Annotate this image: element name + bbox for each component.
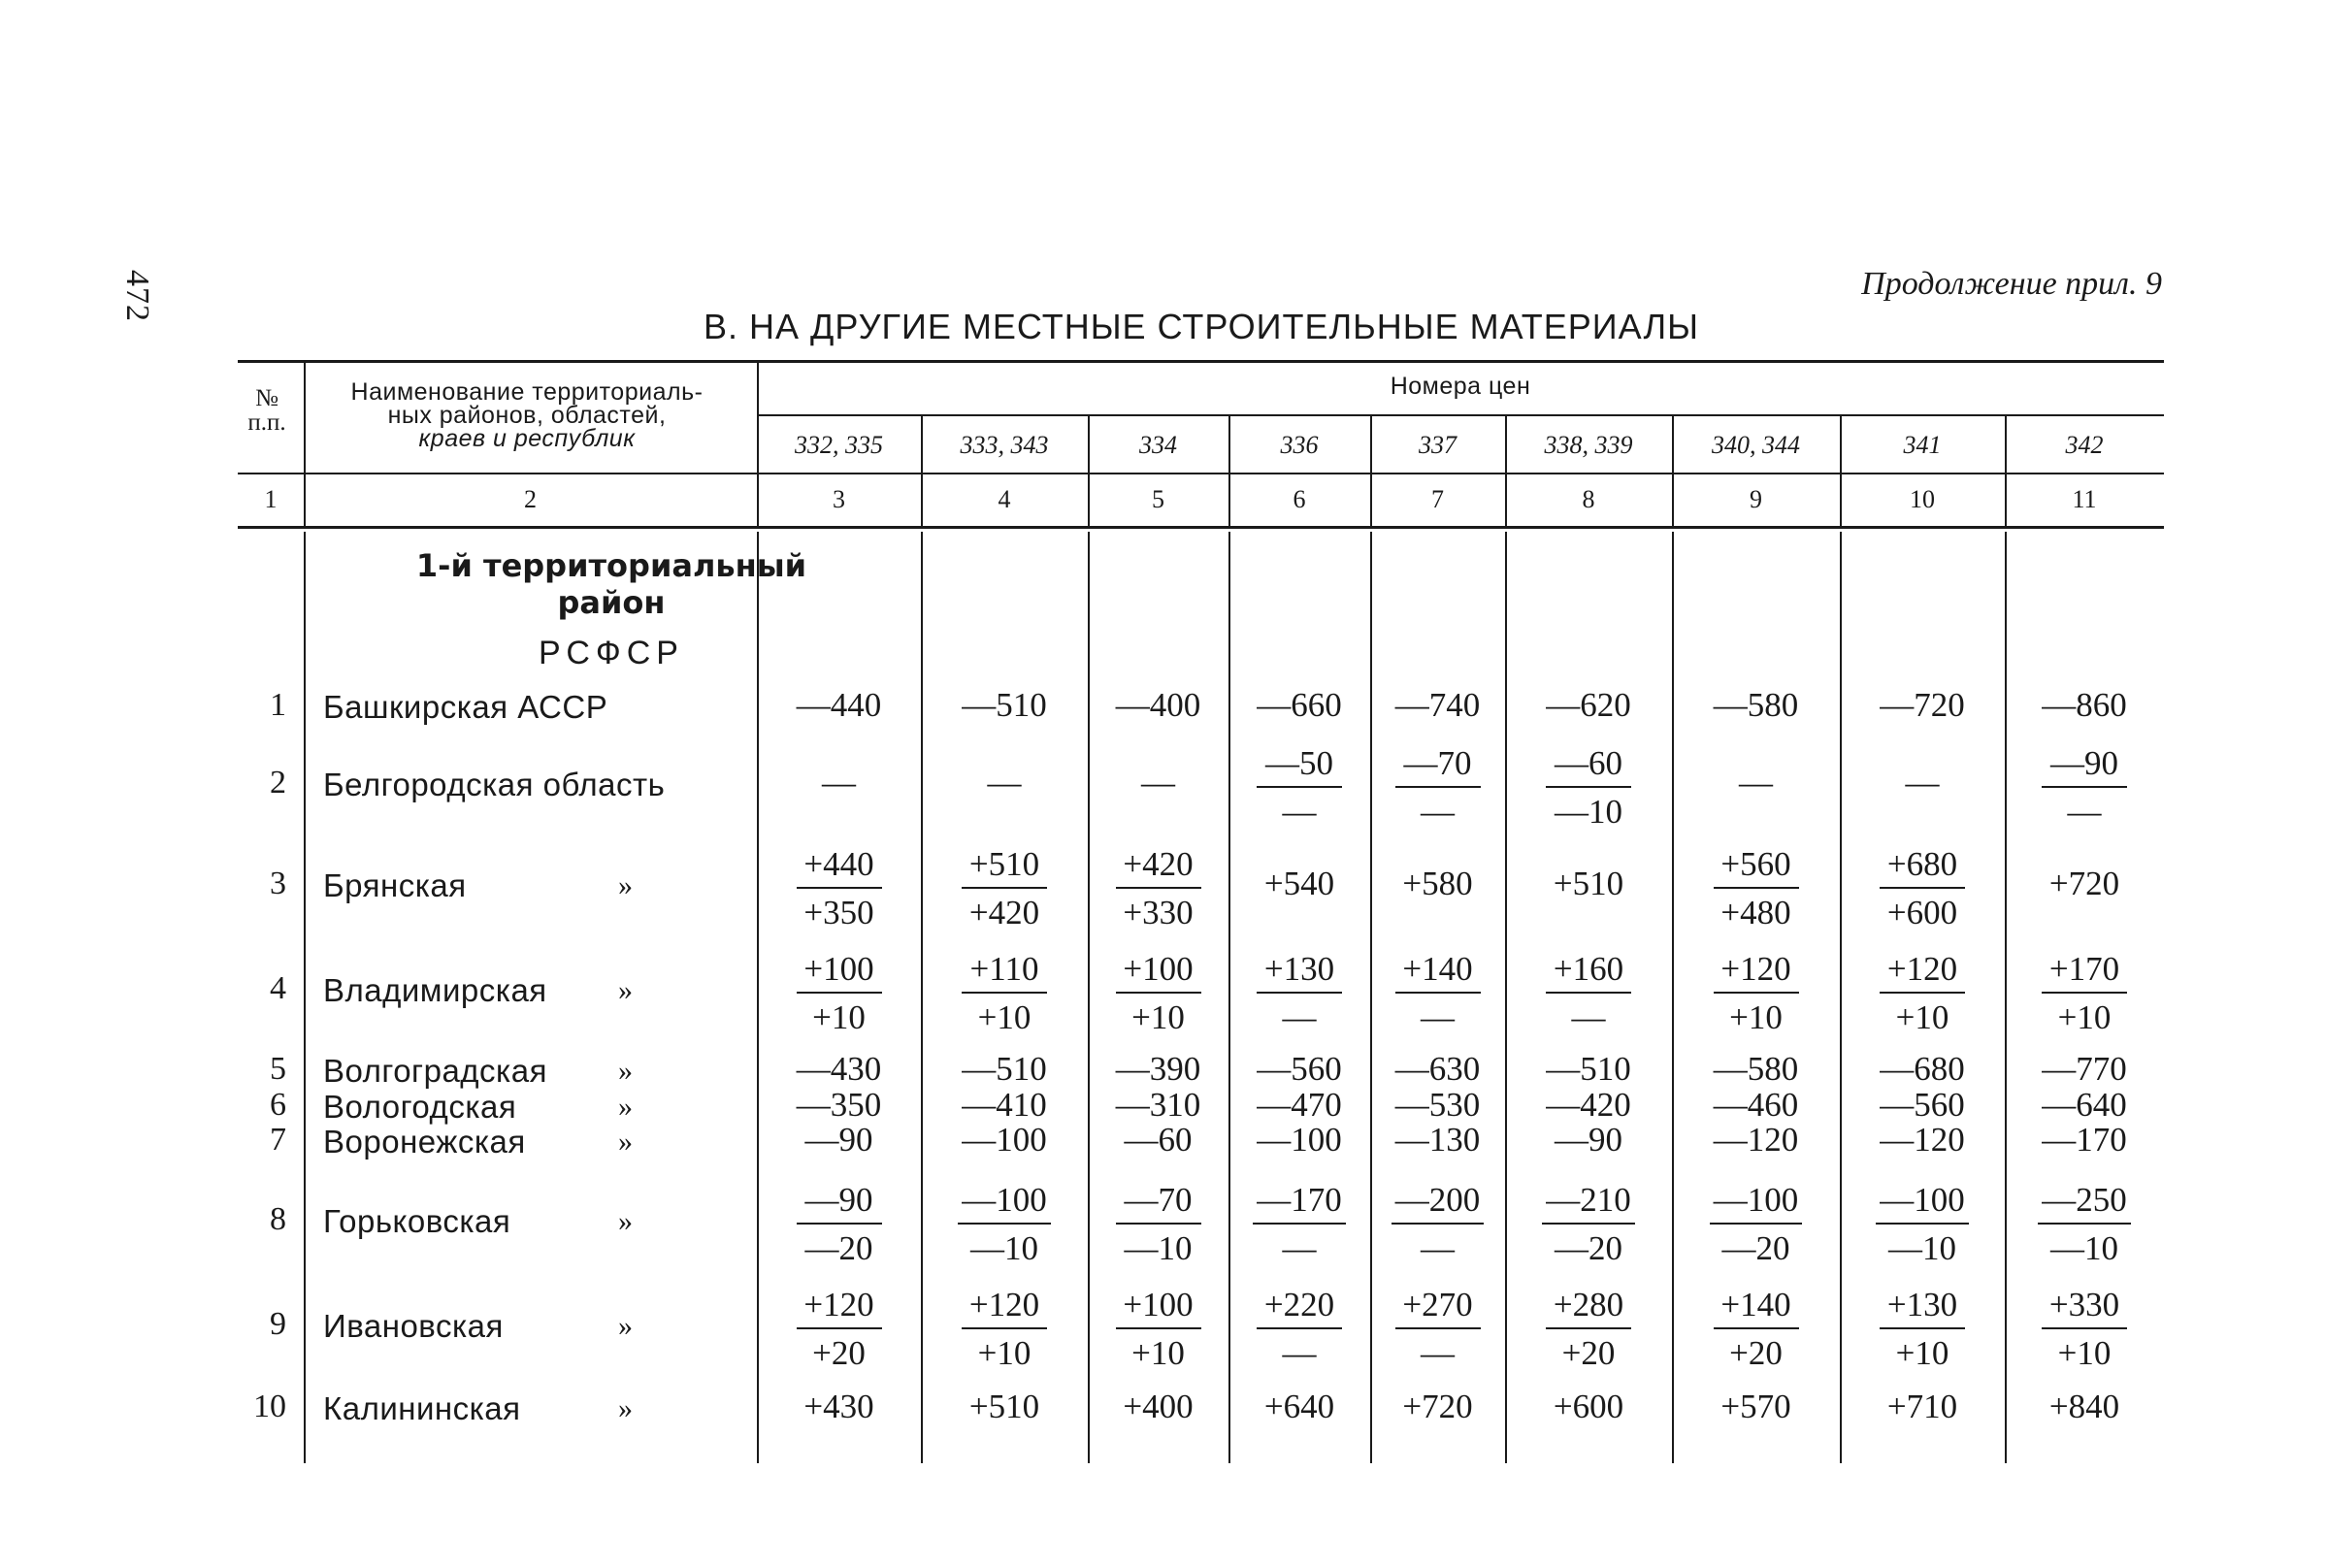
price-col-header: 337 xyxy=(1419,431,1457,459)
price-cell: —120 xyxy=(1880,1121,1965,1159)
price-cell: —90 xyxy=(1555,1121,1622,1159)
no-label: № xyxy=(255,385,278,411)
fraction xyxy=(1676,1182,1836,1267)
ditto-mark: » xyxy=(618,1205,633,1237)
price-cell xyxy=(1092,1287,1225,1372)
column-index: 3 xyxy=(833,485,845,513)
fraction-numerator: —70 xyxy=(1395,745,1481,788)
price-col-header: 333, 343 xyxy=(960,431,1049,459)
fraction-numerator: +130 xyxy=(1880,1287,1965,1329)
region-name: Башкирская АССР xyxy=(323,689,608,725)
fraction-denominator: +10 xyxy=(2057,1334,2112,1372)
district-heading-line2: район xyxy=(557,584,666,621)
column-index: 10 xyxy=(1910,485,1935,513)
ditto-mark: » xyxy=(618,1126,633,1158)
fraction-numerator: —170 xyxy=(1253,1182,1346,1225)
fraction xyxy=(1676,1287,1836,1372)
price-col-header: 341 xyxy=(1903,431,1942,459)
index-rule xyxy=(238,526,2164,529)
fraction xyxy=(761,951,917,1036)
price-cell: +600 xyxy=(1553,1388,1624,1425)
price-col-header: 332, 335 xyxy=(795,431,883,459)
fraction-numerator: +100 xyxy=(797,951,882,994)
ditto-mark: » xyxy=(618,974,633,1006)
republic-heading: РСФСР xyxy=(539,635,684,671)
price-cell: —560 xyxy=(1257,1050,1342,1088)
price-cell: — xyxy=(1905,764,1940,801)
price-cell: —430 xyxy=(796,1050,882,1088)
price-cell xyxy=(1676,1287,1836,1372)
fraction-numerator: +510 xyxy=(962,846,1047,889)
price-cell: —90 xyxy=(804,1121,873,1159)
fraction xyxy=(1232,1287,1366,1372)
fraction xyxy=(1374,951,1501,1036)
price-cell: +510 xyxy=(968,1388,1040,1425)
price-cell: —580 xyxy=(1713,1050,1799,1088)
column-index: 2 xyxy=(524,485,537,513)
fraction xyxy=(1844,951,2001,1036)
fraction-numerator: +100 xyxy=(1116,1287,1201,1329)
price-cell xyxy=(925,951,1084,1036)
fraction-numerator: +330 xyxy=(2042,1287,2127,1329)
fraction-denominator: +10 xyxy=(2057,998,2112,1036)
fraction xyxy=(1092,1287,1225,1372)
price-cell xyxy=(2009,1287,2160,1372)
fraction xyxy=(2009,1182,2160,1267)
row-number: 4 xyxy=(270,970,286,1006)
price-cell: —510 xyxy=(1546,1050,1631,1088)
fraction-numerator: +140 xyxy=(1714,1287,1799,1329)
fraction-denominator: —10 xyxy=(2050,1229,2118,1267)
price-cell xyxy=(2009,745,2160,831)
fraction-denominator: —10 xyxy=(970,1229,1038,1267)
row-number: 2 xyxy=(270,765,286,800)
price-cell xyxy=(1676,1182,1836,1267)
fraction xyxy=(761,1287,917,1372)
price-col-header: 334 xyxy=(1139,431,1177,459)
fraction-denominator: +10 xyxy=(1729,998,1783,1036)
region-name: Владимирская xyxy=(323,972,547,1008)
region-name: Волгоградская xyxy=(323,1053,547,1089)
page-number: 472 xyxy=(119,270,155,322)
price-cell xyxy=(1844,951,2001,1036)
row-number: 6 xyxy=(270,1087,286,1123)
fraction-denominator: +20 xyxy=(1729,1334,1783,1372)
column-index: 8 xyxy=(1582,485,1595,513)
fraction xyxy=(1509,745,1668,831)
fraction xyxy=(1092,846,1225,931)
fraction-numerator: —70 xyxy=(1116,1182,1201,1225)
fraction xyxy=(1509,1182,1668,1267)
fraction-numerator: —90 xyxy=(2042,745,2127,788)
fraction-denominator: +10 xyxy=(1895,998,1949,1036)
region-name: Горьковская xyxy=(323,1203,511,1239)
price-cell: +580 xyxy=(1402,865,1473,902)
fraction xyxy=(2009,951,2160,1036)
price-cell: +400 xyxy=(1123,1388,1194,1425)
fraction-numerator: —200 xyxy=(1392,1182,1485,1225)
fraction-numerator: +120 xyxy=(1880,951,1965,994)
price-cell: +640 xyxy=(1263,1388,1335,1425)
row-number: 10 xyxy=(253,1388,286,1424)
price-cell: —630 xyxy=(1394,1050,1481,1088)
fraction-denominator: — xyxy=(1571,998,1606,1036)
fraction-numerator: —100 xyxy=(958,1182,1051,1225)
price-numbers-header: Номера цен xyxy=(1390,373,1531,400)
row-number: 1 xyxy=(270,687,286,723)
fraction-numerator: +120 xyxy=(797,1287,882,1329)
col-divider xyxy=(1505,532,1507,1463)
column-index: 7 xyxy=(1431,485,1444,513)
price-cell xyxy=(1092,951,1225,1036)
price-cell xyxy=(1509,745,1668,831)
fraction-denominator: —10 xyxy=(1555,793,1622,831)
fraction xyxy=(925,951,1084,1036)
column-index: 6 xyxy=(1293,485,1306,513)
fraction-denominator: —20 xyxy=(1555,1229,1622,1267)
table-top-rule xyxy=(238,360,2164,363)
column-index: 5 xyxy=(1152,485,1164,513)
row-number: 9 xyxy=(270,1306,286,1342)
fraction-denominator: +330 xyxy=(1123,894,1194,931)
price-cell: —620 xyxy=(1546,686,1631,724)
price-cell: —640 xyxy=(2042,1086,2127,1124)
continuation-label: Продолжение прил. 9 xyxy=(1861,266,2162,302)
fraction-numerator: +120 xyxy=(1714,951,1799,994)
name-header-line3: краев и республик xyxy=(418,425,636,452)
price-cell xyxy=(1509,1182,1668,1267)
fraction xyxy=(925,1182,1084,1267)
price-col-header: 342 xyxy=(2065,431,2104,459)
fraction-numerator: +130 xyxy=(1257,951,1342,994)
fraction xyxy=(1676,846,1836,931)
price-header-rule xyxy=(757,414,2164,416)
fraction-numerator: +270 xyxy=(1395,1287,1481,1329)
fraction-denominator: +10 xyxy=(1131,998,1185,1036)
price-cell xyxy=(1232,745,1366,831)
price-cell xyxy=(761,951,917,1036)
price-cell xyxy=(1092,1182,1225,1267)
fraction xyxy=(1232,951,1366,1036)
district-heading xyxy=(296,547,927,621)
column-index: 9 xyxy=(1750,485,1762,513)
fraction xyxy=(1374,745,1501,831)
fraction xyxy=(761,1182,917,1267)
price-cell xyxy=(1374,745,1501,831)
price-cell: —410 xyxy=(962,1086,1047,1124)
ditto-mark: » xyxy=(618,869,633,901)
price-cell: —60 xyxy=(1124,1121,1193,1159)
fraction xyxy=(1374,1182,1501,1267)
fraction-denominator: +10 xyxy=(812,998,866,1036)
fraction xyxy=(1232,1182,1366,1267)
price-cell xyxy=(1844,1287,2001,1372)
fraction-numerator: +140 xyxy=(1395,951,1481,994)
price-cell: —720 xyxy=(1880,686,1965,724)
fraction-denominator: — xyxy=(1421,1334,1455,1372)
fraction-numerator: +420 xyxy=(1116,846,1201,889)
price-cell: —510 xyxy=(962,1050,1047,1088)
fraction-denominator: —20 xyxy=(1721,1229,1790,1267)
price-col-header: 338, 339 xyxy=(1544,431,1633,459)
fraction-numerator: —90 xyxy=(797,1182,882,1225)
fraction-denominator: —10 xyxy=(1124,1229,1193,1267)
col-divider xyxy=(1370,532,1372,1463)
price-cell: —460 xyxy=(1713,1086,1799,1124)
fraction-denominator: — xyxy=(2067,793,2102,831)
price-cell: —660 xyxy=(1257,686,1342,724)
price-cell: +430 xyxy=(803,1388,874,1425)
fraction-denominator: — xyxy=(1282,1229,1317,1267)
fraction xyxy=(1509,951,1668,1036)
fraction xyxy=(761,846,917,931)
ditto-mark: » xyxy=(618,1055,633,1087)
fraction-numerator: +560 xyxy=(1714,846,1799,889)
price-cell: —560 xyxy=(1880,1086,1965,1124)
fraction xyxy=(2009,745,2160,831)
fraction-numerator: +170 xyxy=(2042,951,2127,994)
price-cell xyxy=(1232,1182,1366,1267)
fraction-numerator: +100 xyxy=(1116,951,1201,994)
fraction-numerator: +440 xyxy=(797,846,882,889)
fraction-denominator: — xyxy=(1282,998,1317,1036)
fraction-numerator: +160 xyxy=(1546,951,1631,994)
price-cell: +840 xyxy=(2048,1388,2120,1425)
price-table xyxy=(238,357,2164,1463)
name-header-line1: Наименование территориаль- xyxy=(350,378,704,406)
price-cell: — xyxy=(1739,764,1773,801)
price-cell xyxy=(761,1287,917,1372)
price-cell xyxy=(1374,1287,1501,1372)
fraction-numerator: +220 xyxy=(1257,1287,1342,1329)
col-divider xyxy=(1840,532,1842,1463)
price-cell: +510 xyxy=(1553,865,1624,902)
fraction-denominator: +10 xyxy=(1895,1334,1949,1372)
price-cell: — xyxy=(822,764,856,801)
col-divider xyxy=(2005,532,2007,1463)
price-cell xyxy=(2009,951,2160,1036)
name-header xyxy=(304,380,750,450)
fraction-denominator: +10 xyxy=(977,998,1032,1036)
fraction xyxy=(1232,745,1366,831)
no-header xyxy=(238,386,296,435)
fraction-denominator: +20 xyxy=(812,1334,866,1372)
price-cell: —510 xyxy=(962,686,1047,724)
price-cell: — xyxy=(1141,764,1175,801)
column-index: 4 xyxy=(998,485,1011,513)
fraction xyxy=(1676,951,1836,1036)
row-number: 7 xyxy=(270,1122,286,1158)
fraction-denominator: +480 xyxy=(1720,894,1791,931)
fraction xyxy=(1092,1182,1225,1267)
price-cell: —860 xyxy=(2042,686,2127,724)
fraction-denominator: —10 xyxy=(1888,1229,1956,1267)
fraction-denominator: +10 xyxy=(977,1334,1032,1372)
price-cell: —530 xyxy=(1394,1086,1481,1124)
fraction-numerator: +680 xyxy=(1880,846,1965,889)
price-cell xyxy=(925,1182,1084,1267)
price-cell: +710 xyxy=(1886,1388,1958,1425)
fraction xyxy=(1374,1287,1501,1372)
fraction xyxy=(2009,1287,2160,1372)
region-name: Брянская xyxy=(323,867,467,903)
price-cell: —100 xyxy=(1257,1121,1342,1159)
price-cell: +720 xyxy=(1402,1388,1473,1425)
header-rule xyxy=(238,473,2164,474)
ditto-mark: » xyxy=(618,1091,633,1123)
fraction xyxy=(1509,1287,1668,1372)
row-number: 3 xyxy=(270,866,286,901)
price-cell xyxy=(1676,846,1836,931)
price-cell: —770 xyxy=(2042,1050,2127,1088)
fraction-numerator: +110 xyxy=(962,951,1047,994)
region-name: Ивановская xyxy=(323,1308,504,1344)
price-cell xyxy=(1509,1287,1668,1372)
price-cell: —390 xyxy=(1115,1050,1201,1088)
price-cell xyxy=(761,1182,917,1267)
fraction-denominator: — xyxy=(1421,793,1455,831)
table-title: В. НА ДРУГИЕ МЕСТНЫЕ СТРОИТЕЛЬНЫЕ МАТЕРИАЛЫ xyxy=(704,307,1699,346)
fraction xyxy=(925,1287,1084,1372)
fraction-numerator: +120 xyxy=(962,1287,1047,1329)
price-cell xyxy=(1676,951,1836,1036)
ditto-mark: » xyxy=(618,1392,633,1424)
price-cell xyxy=(1374,951,1501,1036)
ditto-mark: » xyxy=(618,1310,633,1342)
price-cell xyxy=(1844,1182,2001,1267)
region-name: Калининская xyxy=(323,1390,521,1426)
price-cell xyxy=(2009,1182,2160,1267)
fraction-numerator: —250 xyxy=(2038,1182,2131,1225)
fraction-numerator: —60 xyxy=(1546,745,1631,788)
col-divider xyxy=(1672,532,1674,1463)
fraction-denominator: +600 xyxy=(1886,894,1958,931)
price-cell xyxy=(925,846,1084,931)
col-divider xyxy=(1088,532,1090,1463)
price-cell: —580 xyxy=(1713,686,1799,724)
district-heading-line1: 1-й территориальный xyxy=(415,547,807,584)
price-cell: —420 xyxy=(1546,1086,1631,1124)
column-index: 1 xyxy=(264,485,278,513)
name-header-line2: ных районов, областей, xyxy=(387,402,667,429)
price-cell xyxy=(925,1287,1084,1372)
region-name: Вологодская xyxy=(323,1089,517,1125)
price-cell: —100 xyxy=(962,1121,1047,1159)
fraction-denominator: — xyxy=(1282,793,1317,831)
price-cell: —170 xyxy=(2042,1121,2127,1159)
price-cell: —400 xyxy=(1115,686,1201,724)
price-cell: —680 xyxy=(1880,1050,1965,1088)
fraction xyxy=(925,846,1084,931)
fraction-denominator: +420 xyxy=(968,894,1040,931)
region-name: Воронежская xyxy=(323,1124,526,1160)
fraction xyxy=(1844,846,2001,931)
fraction-denominator: +350 xyxy=(803,894,874,931)
fraction-denominator: +20 xyxy=(1561,1334,1616,1372)
col-divider xyxy=(1228,532,1230,1463)
fraction-numerator: —50 xyxy=(1257,745,1342,788)
fraction-denominator: — xyxy=(1421,998,1455,1036)
price-cell: +540 xyxy=(1263,865,1335,902)
price-cell: —440 xyxy=(796,686,882,724)
price-cell: —350 xyxy=(796,1086,882,1124)
fraction-numerator: +280 xyxy=(1546,1287,1631,1329)
price-col-header: 336 xyxy=(1280,431,1319,459)
fraction xyxy=(1844,1287,2001,1372)
price-cell: —740 xyxy=(1394,686,1481,724)
fraction-numerator: —100 xyxy=(1876,1182,1969,1225)
fraction-denominator: +10 xyxy=(1131,1334,1185,1372)
fraction-denominator: — xyxy=(1282,1334,1317,1372)
row-number: 5 xyxy=(270,1051,286,1087)
price-cell: +570 xyxy=(1720,1388,1791,1425)
price-cell: —120 xyxy=(1713,1121,1799,1159)
column-index: 11 xyxy=(2072,485,2097,513)
fraction-numerator: —100 xyxy=(1710,1182,1803,1225)
price-cell xyxy=(1374,1182,1501,1267)
region-name: Белгородская область xyxy=(323,767,666,802)
price-col-header: 340, 344 xyxy=(1712,431,1800,459)
fraction-denominator: —20 xyxy=(804,1229,873,1267)
fraction-numerator: —210 xyxy=(1542,1182,1635,1225)
price-cell xyxy=(1232,951,1366,1036)
fraction-denominator: — xyxy=(1421,1229,1455,1267)
price-cell xyxy=(761,846,917,931)
pp-label: п.п. xyxy=(247,409,286,436)
price-cell xyxy=(1232,1287,1366,1372)
price-cell: —470 xyxy=(1257,1086,1342,1124)
price-cell: —130 xyxy=(1394,1121,1481,1159)
price-cell xyxy=(1092,846,1225,931)
price-cell: +720 xyxy=(2048,865,2120,902)
fraction xyxy=(1092,951,1225,1036)
price-cell xyxy=(1844,846,2001,931)
fraction xyxy=(1844,1182,2001,1267)
row-number: 8 xyxy=(270,1201,286,1237)
price-cell: —310 xyxy=(1115,1086,1201,1124)
price-cell xyxy=(1509,951,1668,1036)
price-cell: — xyxy=(987,764,1022,801)
